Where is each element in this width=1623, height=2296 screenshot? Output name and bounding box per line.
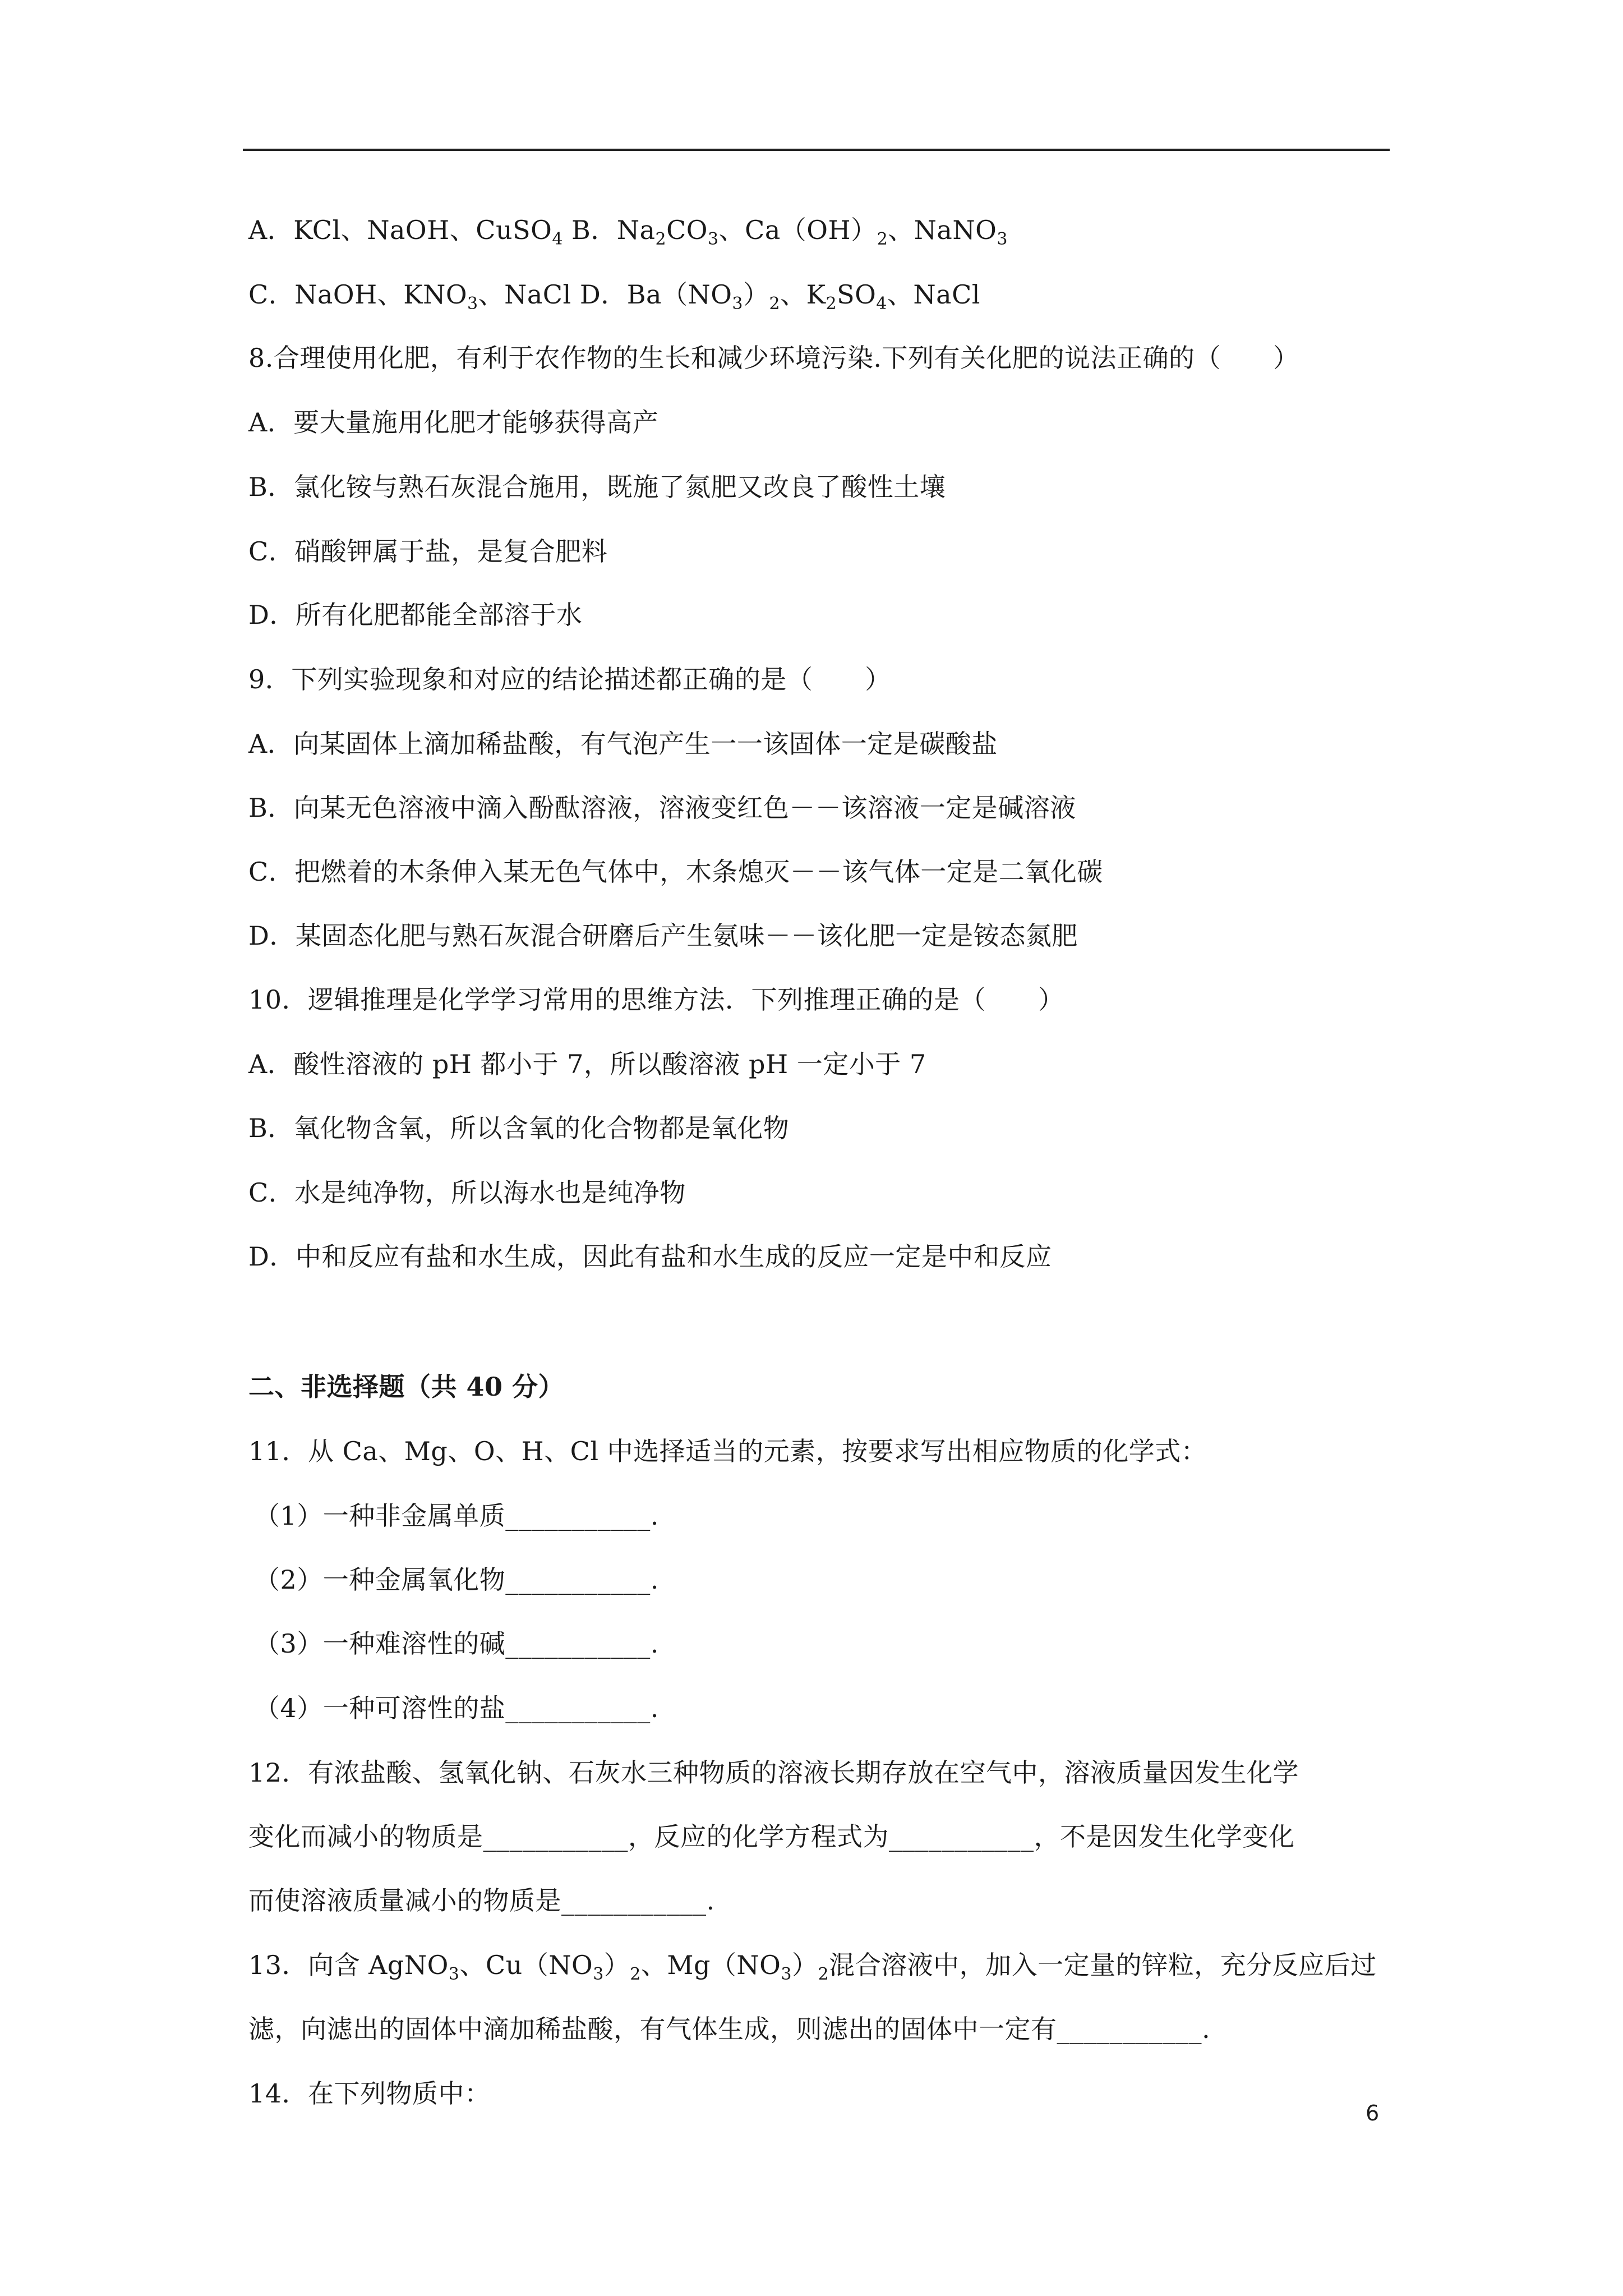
- question-8: 8.合理使用化肥，有利于农作物的生长和减少环境污染.下列有关化肥的说法正确的（ ）: [248, 343, 1299, 373]
- question-12-line-3: 而使溶液质量减小的物质是___________.: [248, 1885, 715, 1916]
- q9-option-b: B．向某无色溶液中滴入酚酞溶液，溶液变红色－－该溶液一定是碱溶液: [248, 793, 1076, 823]
- q7-options-cd: C．NaOH、$KNO_3$、NaCl D．$Ba(NO_3)_2$、$K_2SO_4$、NaCl: [248, 279, 980, 314]
- header-rule: [243, 149, 1390, 151]
- question-13-line-1: 13．向含 AgNO$_3$、$Cu(NO_3)_2$、$Mg(NO_3)_2$混合溶液中，加入一定量的锌粒，充分反应后过: [248, 1950, 1377, 1984]
- question-9: 9．下列实验现象和对应的结论描述都正确的是（ ）: [248, 664, 891, 694]
- q9-option-a: A．向某固体上滴加稀盐酸，有气泡产生一一该固体一定是碳酸盐: [248, 729, 998, 759]
- q9-option-c: C．把燃着的木条伸入某无色气体中，木条熄灭－－该气体一定是二氧化碳: [248, 857, 1103, 887]
- page-number: 6: [1366, 2101, 1380, 2125]
- q10-option-a: A．酸性溶液的 pH 都小于 7，所以酸溶液 pH 一定小于 7: [248, 1049, 926, 1079]
- q10-option-c: C．水是纯净物，所以海水也是纯净物: [248, 1177, 686, 1208]
- question-12-line-1: 12．有浓盐酸、氢氧化钠、石灰水三种物质的溶液长期存放在空气中，溶液质量因发生化学: [248, 1757, 1299, 1788]
- q11-part-2: （2）一种金属氧化物___________.: [254, 1565, 659, 1595]
- q10-option-d: D．中和反应有盐和水生成，因此有盐和水生成的反应一定是中和反应: [248, 1241, 1052, 1272]
- q9-option-d: D．某固态化肥与熟石灰混合研磨后产生氨味－－该化肥一定是铵态氮肥: [248, 921, 1078, 951]
- q8-option-b: B．氯化铵与熟石灰混合施用，既施了氮肥又改良了酸性土壤: [248, 472, 946, 502]
- q11-part-1: （1）一种非金属单质___________.: [254, 1501, 659, 1531]
- question-10: 10．逻辑推理是化学学习常用的思维方法．下列推理正确的是（ ）: [248, 984, 1064, 1015]
- question-11: 11．从 Ca、Mg、O、H、Cl 中选择适当的元素，按要求写出相应物质的化学式：: [248, 1436, 1207, 1466]
- q11-part-4: （4）一种可溶性的盐___________.: [254, 1693, 659, 1723]
- question-13-line-2: 滤，向滤出的固体中滴加稀盐酸，有气体生成，则滤出的固体中一定有___________.: [248, 2014, 1211, 2044]
- q7-options-ab: A．KCl、NaOH、CuSO$_4$ B．$Na_2CO_3$、$Ca(OH)_2$、NaNO$_3$: [248, 215, 1008, 249]
- q8-option-a: A．要大量施用化肥才能够获得高产: [248, 407, 659, 438]
- question-12-line-2: 变化而减小的物质是___________，反应的化学方程式为___________，不是因发生化学变化: [248, 1821, 1295, 1852]
- section-heading: 二、非选择题（共 40 分）: [248, 1372, 565, 1402]
- q8-option-d: D．所有化肥都能全部溶于水: [248, 600, 583, 630]
- q8-option-c: C．硝酸钾属于盐，是复合肥料: [248, 536, 608, 567]
- q10-option-b: B．氧化物含氧，所以含氧的化合物都是氧化物: [248, 1113, 790, 1143]
- question-14: 14．在下列物质中：: [248, 2078, 491, 2109]
- q11-part-3: （3）一种难溶性的碱___________.: [254, 1628, 659, 1659]
